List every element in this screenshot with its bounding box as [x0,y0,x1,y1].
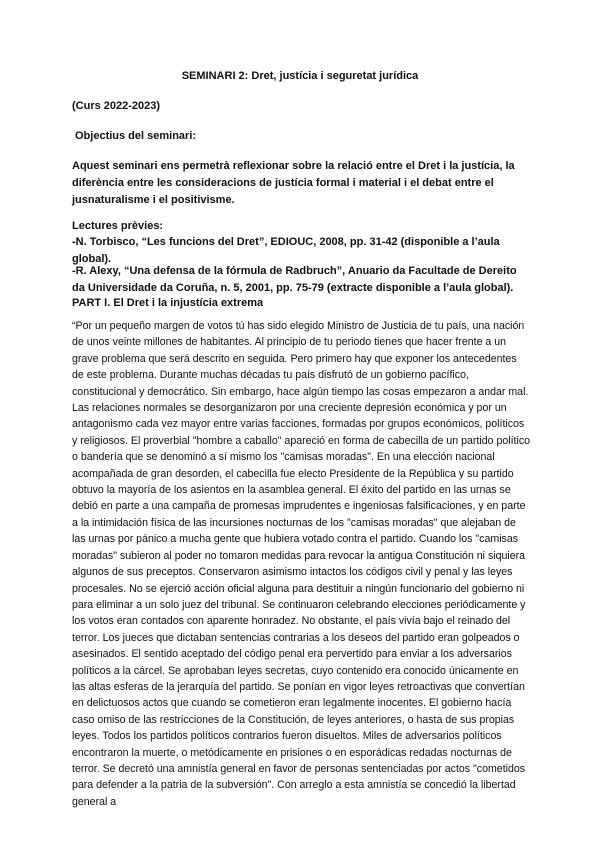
readings-heading: Lectures prèvies: [72,220,164,232]
course-year: (Curs 2022-2023) [72,100,161,112]
document-title: SEMINARI 2: Dret, justícia i seguretat jurídica [181,70,419,82]
case-body-text [72,318,530,810]
objectives-text: Aquest seminari ens permetrà reflexionar sobre la relació entre el Dret i la justícia, la diferència entre les consideracions de justícia formal i material i el debat entre el jusnaturalisme i el positivisme. [72,160,515,206]
reading-item-torbisco: -N. Torbisco, “Les funcions del Dret”, EDIOUC, 2008, pp. 31-42 (disponible a l’aula global). [72,236,500,265]
objectives-heading: Objectius del seminari: [75,130,197,142]
reading-item-alexy: -R. Alexy, “Una defensa de la fórmula de Radbruch”, Anuario da Facultade de Dereito da Universidade da Coruña, n. 5, 2001, pp. 75-79 (extracte disponible a l’aula global). [72,265,517,294]
case-paragraph: “Por un pequeño margen de votos tú has sido elegido Ministro de Justicia de tu país, una nación de unos veinte millones de habitantes. Al principio de tu periodo tienes que hacer frente a un grave problema que será descrito en seguida. Pero primero hay que exponer los antecedentes de este problema. Durante muchas décadas tu país disfrutó de un gobierno pacífico, constitucional y democrático. Sin embargo, hace algún tiempo las cosas empezaron a andar mal. Las relaciones normales se desorganizaron por una creciente depresión económica y por un antagonismo cada vez mayor entre varias facciones, formadas por grupos económicos, políticos y religiosos. El proverbial "hombre a caballo" apareció en forma de cabecilla de un partido político o bandería que se denominó a sí mismo los "camisas moradas". En una elección nacional acompañada de gran desorden, el cabecilla fue electo Presidente de la República y su partido obtuvo la mayoría de los asientos en la asamblea general. El éxito del partido en las urnas se debió en parte a una campaña de promesas imprudentes e ingeniosas falsificaciones, y en parte a la intimidación física de las incursiones nocturnas de los "camisas moradas" que alejaban de las urnas por pánico a mucha gente que hubiera votado contra el partido. Cuando los "camisas moradas" subieron al poder no tomaron medidas para revocar la antigua Constitución ni siquiera algunos de sus preceptos. Conservaron asimismo intactos los códigos civil y penal y las leyes procesales. No se ejerció acción oficial alguna para destituir a ningún funcionario del gobierno ni para eliminar a un solo juez del tribunal. Se continuaron celebrando elecciones periódicamente y los votos eran contados con aparente honradez. No obstante, el país vivía bajo el reinado del terror. Los jueces que dictaban sentencias contrarias a los deseos del partido eran golpeados o asesinados. El sentido aceptado del código penal era pervertido para enviar a los adversarios políticos a la cárcel. Se aprobaban leyes secretas, cuyo contenido era conocido únicamente en las altas esferas de la jerarquía del partido. Se ponían en vigor leyes retroactivas que convertían en delictuosos actos que cuando se cometieron eran legalmente inocentes. El gobierno hacía caso omiso de las restricciones de la Constitución, de leyes anteriores, o hasta de sus propias leyes. Todos los partidos políticos contrarios fueron disueltos. Miles de adversarios políticos encontraron la muerte, o metódicamente en prisiones o en esporádicas redadas nocturnas de terror. Se decretó una amnistía general en favor de personas sentenciadas por actos "cometidos para defender a la patria de la subversión". Con arreglo a esta amnistía se concedió la libertad general a [72,320,531,808]
part-heading: PART I. El Dret i la injustícia extrema [72,297,264,309]
